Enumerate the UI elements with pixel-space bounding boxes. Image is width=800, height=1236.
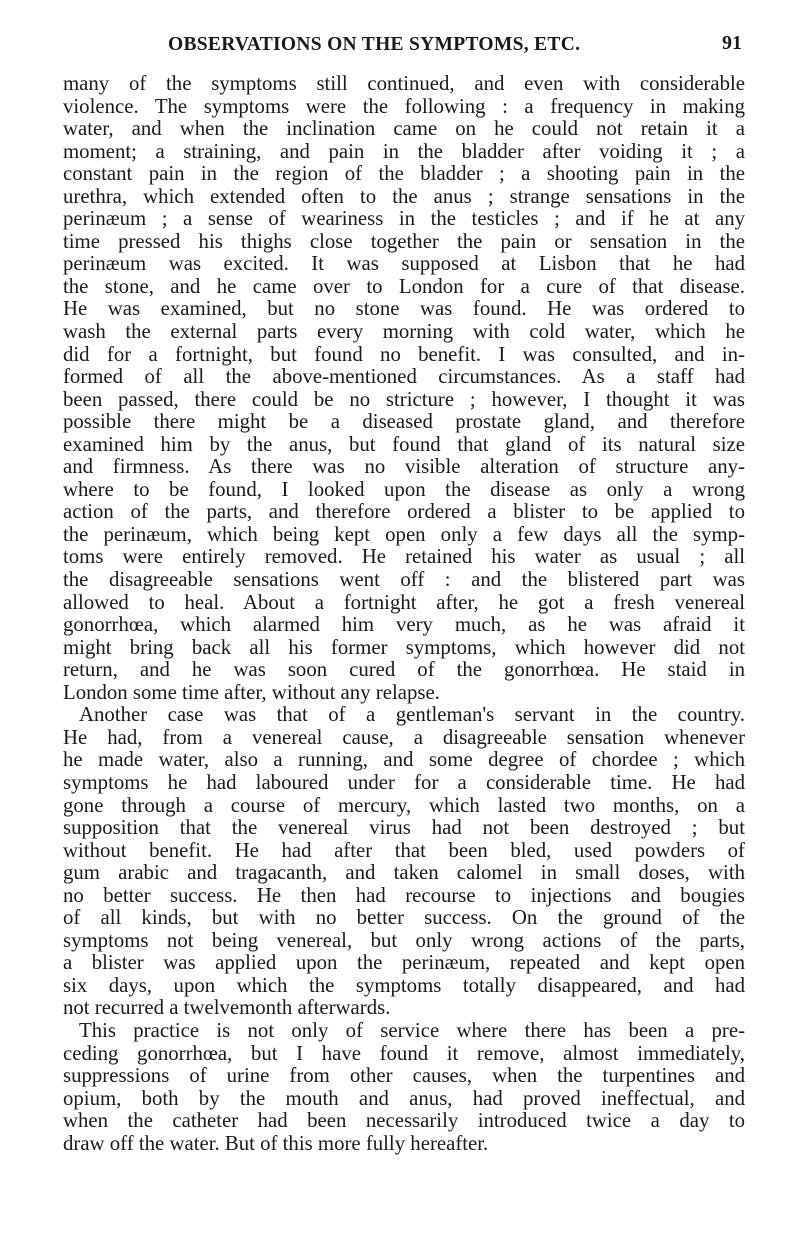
- text-line: examined him by the anus, but found that gland of its natural size: [63, 433, 745, 456]
- text-line: supposition that the venereal virus had not been destroyed ; but: [63, 817, 745, 840]
- text-line: action of the parts, and therefore ordered a blister to be applied to: [63, 501, 745, 524]
- text-line: perinæum ; a sense of weariness in the testicles ; and if he at any: [63, 208, 745, 231]
- text-line: and firmness. As there was no visible alteration of structure any-: [63, 456, 745, 479]
- text-line: formed of all the above-mentioned circumstances. As a staff had: [63, 366, 745, 389]
- text-line: Another case was that of a gentleman's servant in the country.: [79, 704, 745, 727]
- text-line: He was examined, but no stone was found. He was ordered to: [63, 298, 745, 321]
- page-number: 91: [722, 32, 742, 54]
- text-line: where to be found, I looked upon the disease as only a wrong: [63, 478, 745, 501]
- text-line: the disagreeable sensations went off : and the blistered part was: [63, 569, 745, 592]
- text-line: toms were entirely removed. He retained his water as usual ; all: [63, 546, 745, 569]
- text-line: wash the external parts every morning with cold water, which he: [63, 321, 745, 344]
- text-line: draw off the water. But of this more fully hereafter.: [63, 1132, 489, 1155]
- text-line: suppressions of urine from other causes, when the turpentines and: [63, 1065, 745, 1088]
- text-line: ceding gonorrhœa, but I have found it remove, almost immediately,: [63, 1042, 745, 1065]
- text-line: a blister was applied upon the perinæum, repeated and kept open: [63, 952, 745, 975]
- text-line: constant pain in the region of the bladder ; a shooting pain in the: [63, 163, 745, 186]
- text-line: many of the symptoms still continued, and even with considerable: [63, 73, 745, 95]
- text-line: been passed, there could be no stricture ; however, I thought it was: [63, 388, 745, 411]
- text-line: the perinæum, which being kept open only a few days all the symp-: [63, 523, 745, 546]
- text-line: allowed to heal. About a fortnight after, he got a fresh venereal: [63, 591, 745, 614]
- text-line: not recurred a twelvemonth afterwards.: [63, 997, 391, 1020]
- text-line: possible there might be a diseased prostate gland, and therefore: [63, 411, 745, 434]
- text-line: violence. The symptoms were the following : a frequency in making: [63, 95, 745, 118]
- text-line: time pressed his thighs close together the pain or sensation in the: [63, 230, 745, 253]
- text-line: perinæum was excited. It was supposed at Lisbon that he had: [63, 253, 745, 276]
- text-line: symptoms he had laboured under for a considerable time. He had: [63, 771, 745, 794]
- running-title: OBSERVATIONS ON THE SYMPTOMS, ETC.: [168, 34, 581, 55]
- text-line: he made water, also a running, and some degree of chordee ; which: [63, 749, 745, 772]
- text-line: when the catheter had been necessarily introduced twice a day to: [63, 1110, 745, 1133]
- text-line: the stone, and he came over to London for a cure of that disease.: [63, 275, 745, 298]
- text-line: London some time after, without any relapse.: [63, 681, 440, 704]
- text-line: without benefit. He had after that been bled, used powders of: [63, 839, 745, 862]
- text-line: gum arabic and tragacanth, and taken calomel in small doses, with: [63, 862, 745, 885]
- text-line: symptoms not being venereal, but only wrong actions of the parts,: [63, 929, 745, 952]
- text-line: urethra, which extended often to the anus ; strange sensations in the: [63, 185, 745, 208]
- text-line: six days, upon which the symptoms totally disappeared, and had: [63, 974, 745, 997]
- text-line: of all kinds, but with no better success. On the ground of the: [63, 907, 745, 930]
- text-line: gone through a course of mercury, which lasted two months, on a: [63, 794, 745, 817]
- text-line: water, and when the inclination came on he could not retain it a: [63, 118, 745, 141]
- text-line: opium, both by the mouth and anus, had proved ineffectual, and: [63, 1087, 745, 1110]
- text-line: return, and he was soon cured of the gonorrhœa. He staid in: [63, 659, 745, 682]
- text-line: moment; a straining, and pain in the bladder after voiding it ; a: [63, 140, 745, 163]
- body-text: [63, 73, 745, 1155]
- text-line: He had, from a venereal cause, a disagreeable sensation whenever: [63, 726, 745, 749]
- text-line: gonorrhœa, which alarmed him very much, as he was afraid it: [63, 614, 745, 637]
- text-line: no better success. He then had recourse to injections and bougies: [63, 884, 745, 907]
- text-line: might bring back all his former symptoms, which however did not: [63, 636, 745, 659]
- text-line: This practice is not only of service where there has been a pre-: [79, 1019, 745, 1042]
- text-line: did for a fortnight, but found no benefit. I was consulted, and in-: [63, 343, 745, 366]
